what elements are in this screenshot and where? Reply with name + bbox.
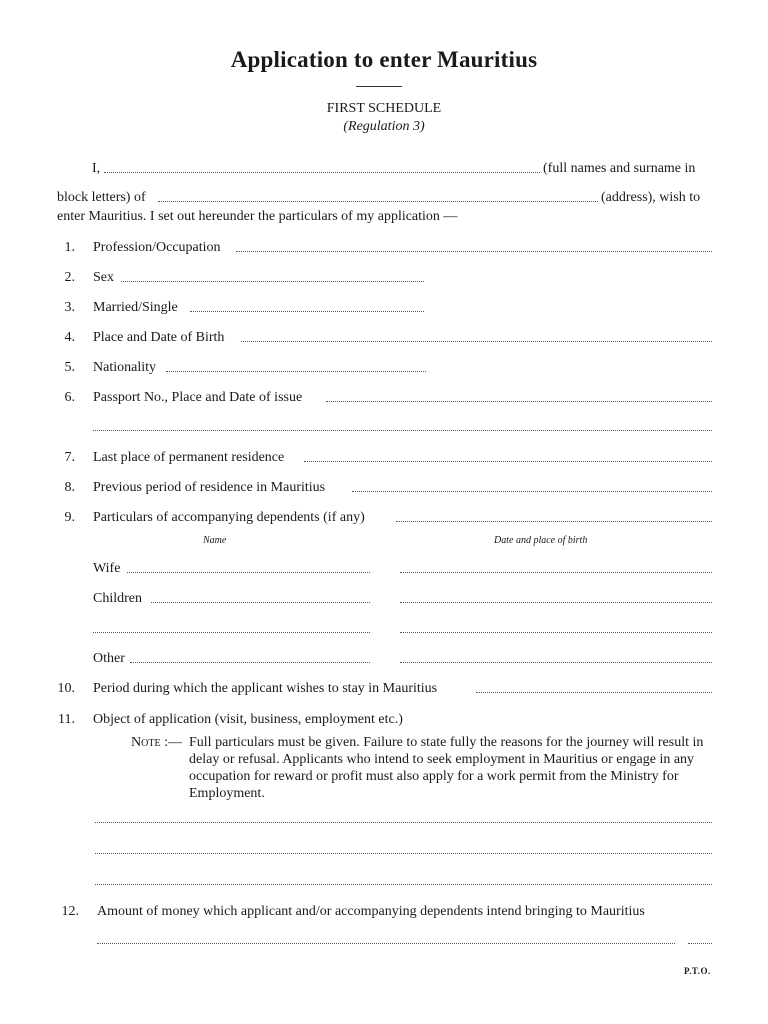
last-residence-field[interactable] bbox=[304, 461, 712, 462]
nationality-field[interactable] bbox=[166, 371, 426, 372]
wife-dob-field[interactable] bbox=[400, 572, 712, 573]
note-heading bbox=[131, 734, 182, 751]
item-number: 3. bbox=[64, 300, 75, 315]
previous-residence-field[interactable] bbox=[352, 491, 712, 492]
birth-field[interactable] bbox=[241, 341, 712, 342]
money-field[interactable] bbox=[97, 943, 675, 944]
money-field-end[interactable] bbox=[688, 943, 712, 944]
object-field-3[interactable] bbox=[95, 884, 712, 885]
previous-residence-label: Previous period of residence in Mauritius bbox=[93, 480, 326, 495]
nationality-label: Nationality bbox=[93, 360, 156, 375]
object-field-2[interactable] bbox=[95, 853, 712, 854]
profession-label: Profession/Occupation bbox=[93, 240, 221, 255]
item-number: 2. bbox=[64, 270, 75, 285]
dependents-field[interactable] bbox=[396, 521, 712, 522]
intro-enter-text: enter Mauritius. I set out hereunder the particulars of my application — bbox=[57, 209, 458, 224]
item-number: 4. bbox=[64, 330, 75, 345]
dependents-label: Particulars of accompanying dependents (if any) bbox=[93, 510, 365, 525]
pto-label: P.T.O. bbox=[684, 966, 711, 976]
sex-label: Sex bbox=[93, 270, 114, 285]
intro-i: I, bbox=[92, 161, 101, 176]
wife-name-field[interactable] bbox=[127, 572, 370, 573]
full-names-field[interactable] bbox=[104, 172, 540, 173]
married-single-label: Married/Single bbox=[93, 300, 178, 315]
passport-label: Passport No., Place and Date of issue bbox=[93, 390, 303, 405]
children-name-field-2[interactable] bbox=[93, 632, 370, 633]
object-label: Object of application (visit, business, employment etc.) bbox=[93, 712, 403, 727]
wife-label: Wife bbox=[93, 561, 121, 576]
dob-column-header: Date and place of birth bbox=[494, 535, 588, 546]
title-underline bbox=[356, 86, 402, 87]
intro-address-label: (address), wish to bbox=[601, 190, 701, 205]
passport-field[interactable] bbox=[326, 401, 712, 402]
item-number: 1. bbox=[64, 240, 75, 255]
item-number: 11. bbox=[58, 712, 75, 727]
stay-period-label: Period during which the applicant wishes to stay in Mauritius bbox=[93, 681, 438, 696]
address-field[interactable] bbox=[158, 201, 598, 202]
item-number: 7. bbox=[64, 450, 75, 465]
birth-label: Place and Date of Birth bbox=[93, 330, 225, 345]
page-title: Application to enter Mauritius bbox=[230, 47, 538, 72]
passport-field-continued[interactable] bbox=[93, 430, 712, 431]
schedule-heading: FIRST SCHEDULE bbox=[326, 101, 442, 116]
note-word: Note bbox=[131, 735, 161, 750]
note-dash: :— bbox=[160, 735, 182, 750]
children-dob-field[interactable] bbox=[400, 602, 712, 603]
last-residence-label: Last place of permanent residence bbox=[93, 450, 285, 465]
item-number: 8. bbox=[64, 480, 75, 495]
item-number: 9. bbox=[64, 510, 75, 525]
children-dob-field-2[interactable] bbox=[400, 632, 712, 633]
sex-field[interactable] bbox=[121, 281, 424, 282]
intro-block-letters-label: block letters) of bbox=[57, 190, 146, 205]
other-dob-field[interactable] bbox=[400, 662, 712, 663]
item-number: 10. bbox=[57, 681, 75, 696]
children-name-field[interactable] bbox=[151, 602, 370, 603]
other-label: Other bbox=[93, 651, 125, 666]
profession-field[interactable] bbox=[236, 251, 712, 252]
item-number: 12. bbox=[61, 904, 79, 919]
intro-fullnames-label: (full names and surname in bbox=[543, 161, 696, 176]
other-name-field[interactable] bbox=[130, 662, 370, 663]
married-single-field[interactable] bbox=[190, 311, 424, 312]
note-text: Full particulars must be given. Failure to state fully the reasons for the journey will result in delay or refusal. Applicants who intend to seek employment in Mauritius or engage in any occupation for reward or profit must also apply for a work permit from the Ministry for Employment. bbox=[189, 735, 704, 801]
children-label: Children bbox=[93, 591, 142, 606]
item-number: 6. bbox=[64, 390, 75, 405]
regulation-subheading: (Regulation 3) bbox=[343, 119, 425, 134]
stay-period-field[interactable] bbox=[476, 692, 712, 693]
item-number: 5. bbox=[64, 360, 75, 375]
money-label: Amount of money which applicant and/or accompanying dependents intend bringing to Mauritius bbox=[97, 904, 645, 919]
name-column-header: Name bbox=[203, 535, 227, 546]
object-field-1[interactable] bbox=[95, 822, 712, 823]
